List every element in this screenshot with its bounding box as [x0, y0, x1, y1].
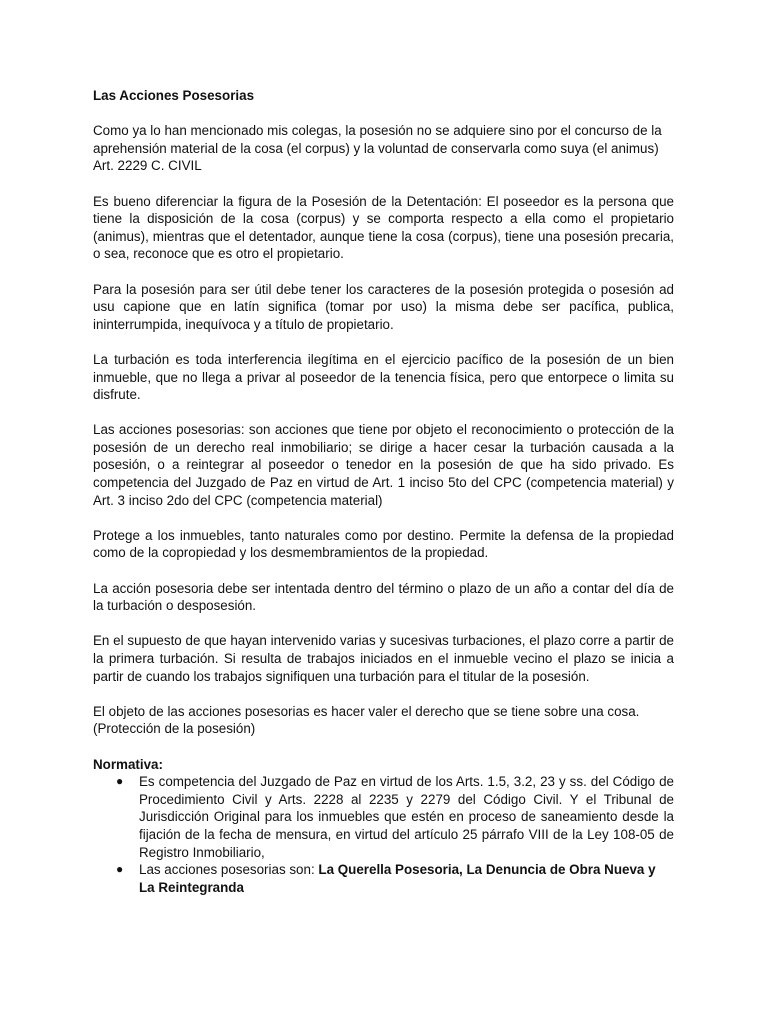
paragraph-acciones-posesorias: Las acciones posesorias: son acciones que tiene por objeto el reconocimiento o protección de la posesión de un derecho real inmobiliario; se dirige a hacer cesar la turbación causada a la posesión, o a reintegrar al poseedor o tenedor en la posesión de que ha sido privado. Es competencia del Juzgado de Paz en virtud de Art. 1 inciso 5to del CPC (competencia material) y Art. 3 inciso 2do del CPC (competencia material): [93, 422, 674, 508]
list-item: [93, 773, 674, 861]
paragraph-possession-characteristics: Para la posesión para ser útil debe tener los caracteres de la posesión protegida o posesión ad usu capione que en latín significa (tomar por uso) la misma debe ser pacífica, publica, ininterrumpida, inequívoca y a título de propietario.: [93, 281, 674, 332]
paragraph-protege-inmuebles: Protege a los inmuebles, tanto naturales como por destino. Permite la defensa de la propiedad como de la copropiedad y los desmembramientos de la propiedad.: [93, 527, 674, 561]
paragraph-sucesivas-turbaciones: En el supuesto de que hayan intervenido varias y sucesivas turbaciones, el plazo corre a partir de la primera turbación. Si resulta de trabajos iniciados en el inmueble vecino el plazo se inicia a partir de cuando los trabajos signifiquen una turbación para el titular de la posesión.: [93, 633, 674, 684]
normativa-heading: Normativa:: [93, 756, 163, 772]
document-title: Las Acciones Posesorias: [93, 88, 255, 103]
normativa-list: [93, 773, 674, 896]
normativa-item-acciones-prefix: Las acciones posesorias son:: [139, 862, 319, 878]
paragraph-possession-vs-detention: Es bueno diferenciar la figura de la Posesión de la Detentación: El poseedor es la persona que tiene la disposición de la cosa (corpus) y se comporta respecto a ella como el propietario (animus), mientras que el detentador, aunque tiene la cosa (corpus), tiene una posesión precaria, o sea, reconoce que es otro el propietario.: [93, 193, 674, 262]
list-item: [93, 861, 674, 896]
bullet-icon: ●: [116, 862, 124, 877]
paragraph-possession-definition: Como ya lo han mencionado mis colegas, la posesión no se adquiere sino por el concurso de la aprehensión material de la cosa (el corpus) y la voluntad de conservarla como suya (el animus) Art. 2229 C. CIVIL: [93, 123, 662, 174]
normativa-item-acciones-list: La Querella Posesoria, La Denuncia de Obra Nueva y La Reintegranda: [139, 862, 656, 895]
paragraph-turbacion: La turbación es toda interferencia ilegítima en el ejercicio pacífico de la posesión de un bien inmueble, que no llega a privar al poseedor de la tenencia física, pero que entorpece o limita su disfrute.: [93, 351, 674, 403]
paragraph-plazo: La acción posesoria debe ser intentada dentro del término o plazo de un año a contar del día de la turbación o desposesión.: [93, 580, 674, 614]
bullet-icon: ●: [116, 774, 124, 789]
document-page: [93, 87, 674, 896]
normativa-item-competencia: Es competencia del Juzgado de Paz en virtud de los Arts. 1.5, 3.2, 23 y ss. del Código de Procedimiento Civil y Arts. 2228 al 2235 y 2279 del Código Civil. Y el Tribunal de Jurisdicción Original para los inmuebles que estén en proceso de saneamiento desde la fijación de la fecha de mensura, en virtud del artículo 25 párrafo VIII de la Ley 108-05 de Registro Inmobiliario,: [139, 774, 674, 860]
paragraph-objeto: El objeto de las acciones posesorias es hacer valer el derecho que se tiene sobre una cosa. (Protección de la posesión): [93, 703, 640, 737]
